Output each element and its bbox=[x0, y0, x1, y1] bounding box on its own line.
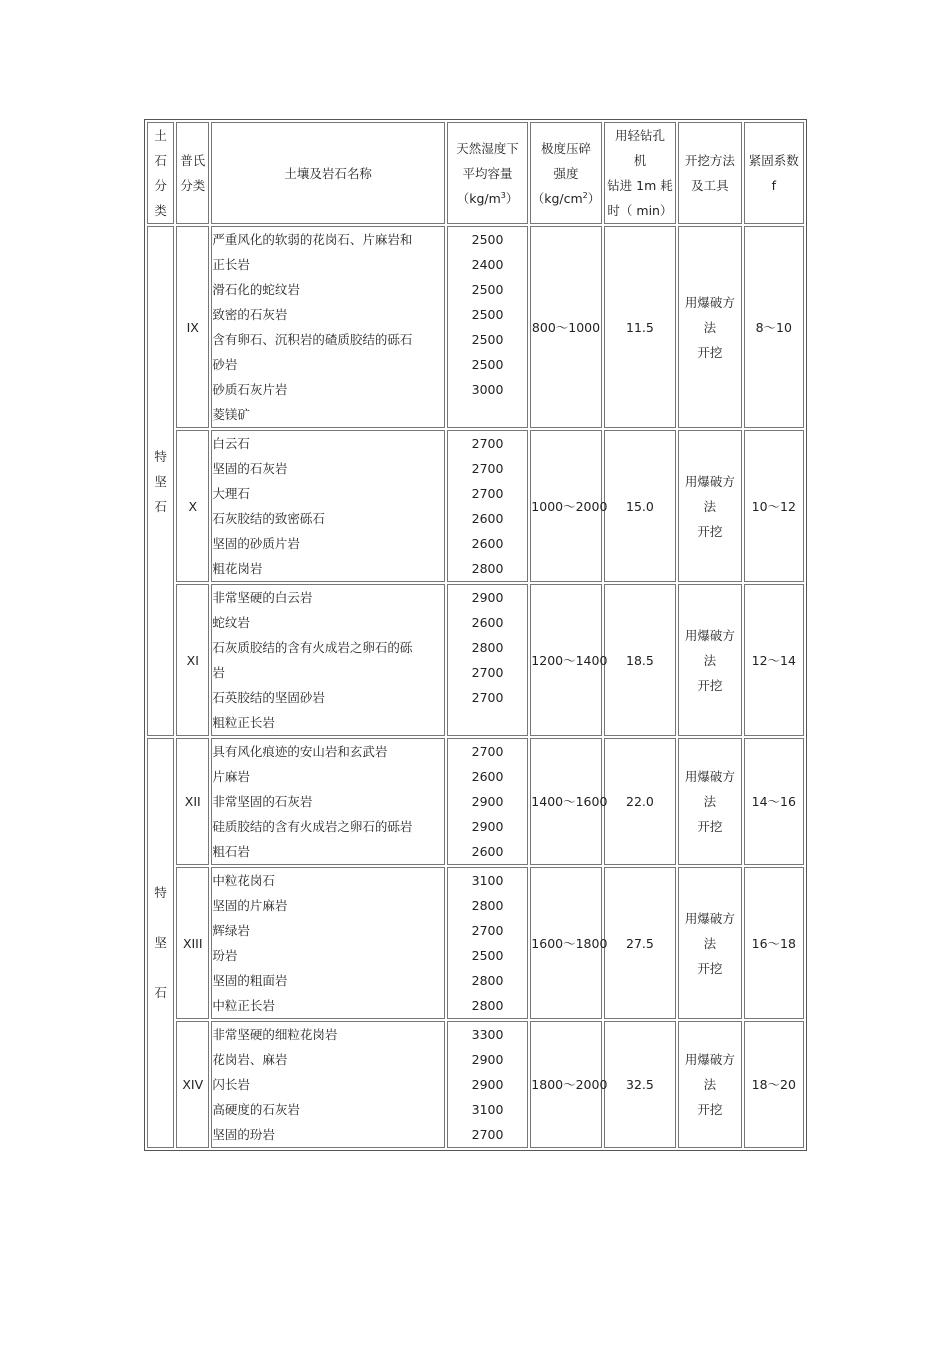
rock-names-cell bbox=[211, 738, 444, 865]
table-row bbox=[147, 867, 804, 1019]
header-strength-unit-sup: 2 bbox=[582, 190, 588, 200]
weight-value: 2900 bbox=[471, 794, 504, 809]
rock-name: 蛇纹岩 bbox=[212, 615, 250, 630]
header-drill bbox=[604, 122, 676, 224]
rock-name: 坚固的粗面岩 bbox=[212, 973, 288, 988]
method-line: 法 bbox=[703, 794, 717, 809]
weight-value: 2500 bbox=[471, 332, 504, 347]
header-density-unit-close: ） bbox=[505, 190, 519, 206]
rock-name: 石灰胶结的致密砾石 bbox=[212, 511, 325, 526]
method-line: 用爆破方 bbox=[684, 473, 735, 489]
weight-value: 2700 bbox=[471, 744, 504, 759]
category-char: 特 bbox=[154, 448, 167, 464]
method-line: 开挖 bbox=[697, 1102, 723, 1117]
pu-class-cell: IX bbox=[176, 226, 209, 428]
category-cell bbox=[147, 226, 174, 736]
drill-time-cell: 22.0 bbox=[604, 738, 676, 865]
rock-name: 非常坚硬的白云岩 bbox=[212, 590, 313, 605]
rock-name: 高硬度的石灰岩 bbox=[212, 1102, 300, 1117]
header-density bbox=[447, 122, 529, 224]
rock-name: 坚固的片麻岩 bbox=[212, 898, 288, 913]
header-category-char: 石 bbox=[154, 153, 167, 168]
weight-value: 2900 bbox=[471, 819, 504, 834]
category-char: 特 bbox=[154, 885, 167, 900]
pu-class-cell: X bbox=[176, 430, 209, 582]
rock-names-cell bbox=[211, 867, 444, 1019]
category-char: 石 bbox=[154, 498, 167, 514]
strength-cell: 1800～2000 bbox=[530, 1021, 601, 1148]
coef-cell: 10～12 bbox=[744, 430, 804, 582]
rock-name: 砂岩 bbox=[212, 357, 238, 372]
method-cell bbox=[678, 430, 741, 582]
weight-value: 2800 bbox=[471, 998, 504, 1013]
rock-name: 粗石岩 bbox=[212, 844, 250, 859]
drill-time-cell: 27.5 bbox=[604, 867, 676, 1019]
header-pu-class-line: 普氏 bbox=[180, 153, 206, 168]
rock-names-cell bbox=[211, 226, 444, 428]
header-coef bbox=[744, 122, 804, 224]
strength-cell: 1200～1400 bbox=[530, 584, 601, 736]
coef-cell: 16～18 bbox=[744, 867, 804, 1019]
weight-value: 2900 bbox=[471, 1077, 504, 1092]
weight-value: 2700 bbox=[471, 690, 504, 705]
weight-value: 3300 bbox=[471, 1027, 504, 1042]
coef-cell: 14～16 bbox=[744, 738, 804, 865]
header-drill-line: 用轻钻孔 bbox=[614, 128, 665, 143]
weight-value: 2700 bbox=[471, 1127, 504, 1142]
header-strength-line: 强度 bbox=[553, 165, 579, 181]
weight-value: 2600 bbox=[471, 769, 504, 784]
rock-name: 硅质胶结的含有火成岩之卵石的砾岩 bbox=[212, 819, 413, 834]
header-strength-unit-text: （kg/cm bbox=[531, 190, 583, 206]
weight-value: 2700 bbox=[471, 436, 504, 451]
method-cell bbox=[678, 584, 741, 736]
weight-value: 2400 bbox=[471, 257, 504, 272]
pu-class-cell: XII bbox=[176, 738, 209, 865]
weight-value: 2800 bbox=[471, 561, 504, 576]
weight-value: 3100 bbox=[471, 873, 504, 888]
header-strength-unit bbox=[531, 186, 600, 211]
method-line: 法 bbox=[703, 319, 717, 335]
rock-name: 含有卵石、沉积岩的碴质胶结的砾石 bbox=[212, 332, 413, 347]
header-coef-line: 紧固系数 bbox=[748, 153, 799, 168]
table-row bbox=[147, 1021, 804, 1148]
table-row bbox=[147, 584, 804, 736]
header-name: 土壤及岩石名称 bbox=[211, 122, 444, 224]
header-pu-class-line: 分类 bbox=[180, 178, 206, 193]
pu-class-cell: XIII bbox=[176, 867, 209, 1019]
weight-value: 3100 bbox=[471, 1102, 504, 1117]
header-drill-line: 机 bbox=[633, 153, 647, 168]
rock-name: 坚固的砂质片岩 bbox=[212, 536, 300, 551]
rock-name: 菱镁矿 bbox=[212, 407, 250, 422]
rock-name: 辉绿岩 bbox=[212, 923, 250, 938]
weight-value: 2500 bbox=[471, 357, 504, 372]
rock-classification-table bbox=[144, 119, 807, 1151]
weight-value: 2600 bbox=[471, 615, 504, 630]
coef-cell: 12～14 bbox=[744, 584, 804, 736]
header-method-line: 及工具 bbox=[691, 178, 729, 193]
strength-cell: 1000～2000 bbox=[530, 430, 601, 582]
weight-value: 2600 bbox=[471, 536, 504, 551]
rock-name: 坚固的玢岩 bbox=[212, 1127, 275, 1142]
rock-name: 中粒花岗石 bbox=[212, 873, 275, 888]
weight-value: 2600 bbox=[471, 511, 504, 526]
rock-name: 粗花岗岩 bbox=[212, 561, 263, 576]
rock-name: 正长岩 bbox=[212, 257, 250, 272]
table-row bbox=[147, 430, 804, 582]
method-line: 开挖 bbox=[697, 344, 723, 360]
table-row bbox=[147, 738, 804, 865]
strength-cell: 800～1000 bbox=[530, 226, 601, 428]
header-strength-unit-close: ） bbox=[587, 190, 601, 206]
pu-class-cell: XI bbox=[176, 584, 209, 736]
rock-name: 粗粒正长岩 bbox=[212, 715, 275, 730]
drill-time-cell: 32.5 bbox=[604, 1021, 676, 1148]
rock-name: 非常坚硬的细粒花岗岩 bbox=[212, 1027, 338, 1042]
rock-name: 石英胶结的坚固砂岩 bbox=[212, 690, 325, 705]
rock-name: 岩 bbox=[212, 665, 225, 680]
header-drill-line: 时（ min） bbox=[607, 203, 673, 218]
weight-value: 2700 bbox=[471, 461, 504, 476]
rock-name: 具有风化痕迹的安山岩和玄武岩 bbox=[212, 744, 388, 759]
method-line: 用爆破方 bbox=[684, 294, 735, 310]
method-line: 开挖 bbox=[697, 523, 723, 539]
method-line: 法 bbox=[703, 1077, 717, 1092]
pu-class-cell: XIV bbox=[176, 1021, 209, 1148]
rock-name: 非常坚固的石灰岩 bbox=[212, 794, 313, 809]
method-line: 开挖 bbox=[697, 819, 723, 834]
rock-name: 石灰质胶结的含有火成岩之卵石的砾 bbox=[212, 640, 413, 655]
method-line: 用爆破方 bbox=[684, 910, 735, 926]
method-line: 开挖 bbox=[697, 677, 723, 693]
rock-name: 片麻岩 bbox=[212, 769, 250, 784]
category-char: 坚 bbox=[154, 935, 167, 950]
coef-cell: 18～20 bbox=[744, 1021, 804, 1148]
drill-time-cell: 11.5 bbox=[604, 226, 676, 428]
weight-value: 2500 bbox=[471, 232, 504, 247]
rock-name: 大理石 bbox=[212, 486, 250, 501]
header-method-line: 开挖方法 bbox=[684, 153, 735, 168]
header-strength-line: 极度压碎 bbox=[541, 140, 592, 156]
header-category-char: 土 bbox=[154, 128, 167, 143]
method-line: 法 bbox=[703, 652, 717, 668]
rock-name: 白云石 bbox=[212, 436, 250, 451]
rock-classification-table-wrapper bbox=[144, 119, 807, 1151]
rock-name: 严重风化的软弱的花岗石、片麻岩和 bbox=[212, 232, 413, 247]
method-line: 用爆破方 bbox=[684, 769, 735, 784]
weight-value: 2700 bbox=[471, 923, 504, 938]
weights-cell bbox=[447, 738, 529, 865]
header-drill-line: 钻进 1m 耗 bbox=[607, 178, 673, 193]
rock-name: 花岗岩、麻岩 bbox=[212, 1052, 288, 1067]
weight-value: 2500 bbox=[471, 948, 504, 963]
category-char: 石 bbox=[154, 985, 167, 1000]
header-density-line: 天然湿度下 bbox=[456, 140, 519, 156]
rock-name: 闪长岩 bbox=[212, 1077, 250, 1092]
rock-name: 坚固的石灰岩 bbox=[212, 461, 288, 476]
method-cell bbox=[678, 738, 741, 865]
weights-cell bbox=[447, 430, 529, 582]
rock-name: 致密的石灰岩 bbox=[212, 307, 288, 322]
header-row bbox=[147, 122, 804, 224]
strength-cell: 1400～1600 bbox=[530, 738, 601, 865]
table-row bbox=[147, 226, 804, 428]
rock-names-cell bbox=[211, 430, 444, 582]
rock-name: 玢岩 bbox=[212, 948, 238, 963]
header-category-char: 分 bbox=[154, 178, 167, 193]
header-pu-class bbox=[176, 122, 209, 224]
rock-name: 砂质石灰片岩 bbox=[212, 382, 288, 397]
rock-name: 中粒正长岩 bbox=[212, 998, 275, 1013]
drill-time-cell: 18.5 bbox=[604, 584, 676, 736]
method-line: 开挖 bbox=[697, 960, 723, 976]
method-cell bbox=[678, 226, 741, 428]
coef-cell: 8～10 bbox=[744, 226, 804, 428]
method-cell bbox=[678, 1021, 741, 1148]
weight-value: 2800 bbox=[471, 973, 504, 988]
method-line: 法 bbox=[703, 498, 717, 514]
weight-value: 2800 bbox=[471, 640, 504, 655]
header-category-char: 类 bbox=[154, 203, 167, 218]
weight-value: 2900 bbox=[471, 1052, 504, 1067]
category-cell bbox=[147, 738, 174, 1148]
method-line: 法 bbox=[703, 935, 717, 951]
weight-value: 2700 bbox=[471, 486, 504, 501]
header-strength bbox=[530, 122, 601, 224]
weight-value: 2700 bbox=[471, 665, 504, 680]
header-density-line: 平均容量 bbox=[462, 165, 513, 181]
header-method bbox=[678, 122, 741, 224]
weights-cell bbox=[447, 867, 529, 1019]
weights-cell bbox=[447, 1021, 529, 1148]
rock-names-cell bbox=[211, 584, 444, 736]
header-coef-line: f bbox=[771, 178, 776, 193]
weight-value: 3000 bbox=[471, 382, 504, 397]
weight-value: 2500 bbox=[471, 307, 504, 322]
method-line: 用爆破方 bbox=[684, 627, 735, 643]
rock-name: 滑石化的蛇纹岩 bbox=[212, 282, 300, 297]
weight-value: 2600 bbox=[471, 844, 504, 859]
drill-time-cell: 15.0 bbox=[604, 430, 676, 582]
strength-cell: 1600～1800 bbox=[530, 867, 601, 1019]
weights-cell bbox=[447, 584, 529, 736]
category-char: 坚 bbox=[154, 473, 167, 489]
rock-names-cell bbox=[211, 1021, 444, 1148]
header-density-unit-sup: 3 bbox=[500, 190, 506, 200]
weight-value: 2900 bbox=[471, 590, 504, 605]
weights-cell bbox=[447, 226, 529, 428]
weight-value: 2500 bbox=[471, 282, 504, 297]
header-density-unit bbox=[448, 186, 528, 211]
header-category bbox=[147, 122, 174, 224]
method-line: 用爆破方 bbox=[684, 1052, 735, 1067]
weight-value: 2800 bbox=[471, 898, 504, 913]
method-cell bbox=[678, 867, 741, 1019]
header-density-unit-text: （kg/m bbox=[456, 190, 501, 206]
